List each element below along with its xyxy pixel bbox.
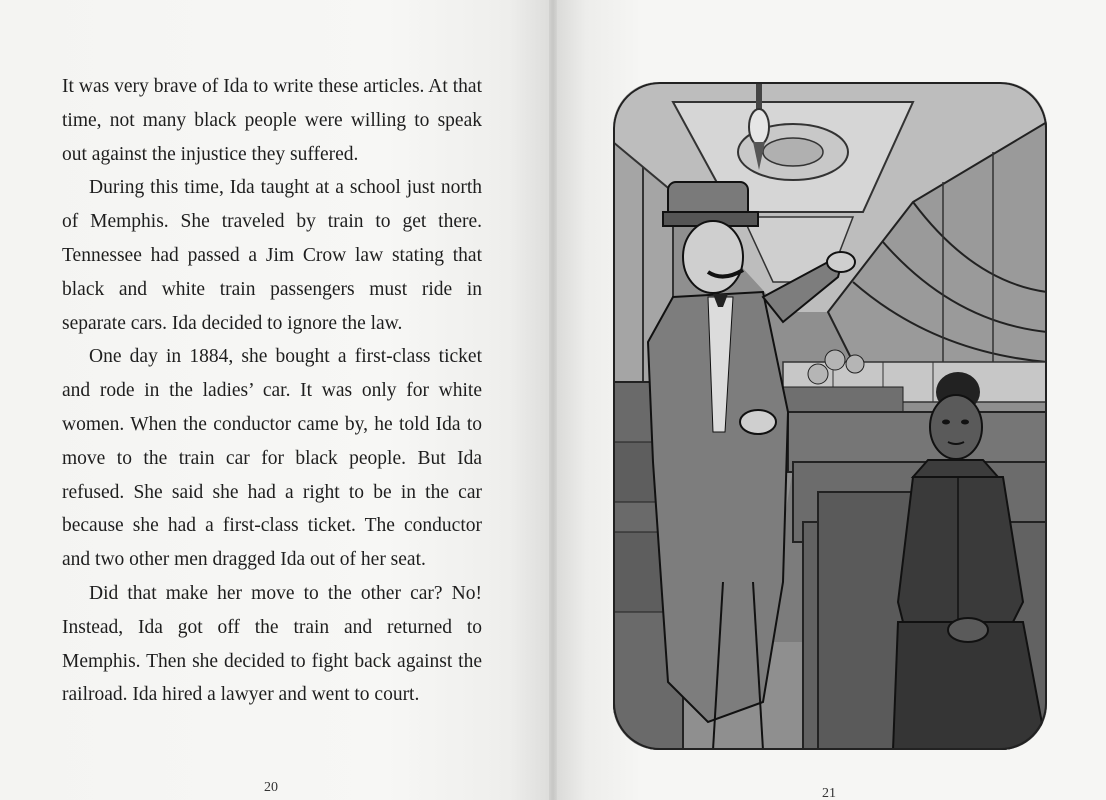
- paragraph-1: It was very brave of Ida to write these articles. At that time, not many black people were willing to speak out against the injustice they suffered.: [62, 76, 482, 165]
- page-number-left: 20: [264, 780, 278, 795]
- book-gutter: [549, 0, 557, 800]
- paragraph-4: Did that make her move to the other car? No! Instead, Ida got off the train and returned to Memphis. Then she decided to fight back against the railroad. Ida hired a lawyer and went to court.: [62, 582, 482, 706]
- paragraph-3: One day in 1884, she bought a first-class ticket and rode in the ladies’ car. It was only for white women. When the conductor came by, he told Ida to move to the train car for black people. But Ida refused. She said she had a right to be in the car because she had a first-class ticket. The conductor and two other men dragged Ida out of her seat.: [62, 346, 482, 571]
- paragraph-2: During this time, Ida taught at a school just north of Memphis. She traveled by train to get there. Tennessee had passed a Jim Crow law stating that black and white train passengers must ride in separate cars. Ida decided to ignore the law.: [62, 177, 482, 334]
- train-car-illustration: [613, 82, 1047, 750]
- body-text: [62, 70, 482, 712]
- page-number-right: 21: [822, 786, 836, 800]
